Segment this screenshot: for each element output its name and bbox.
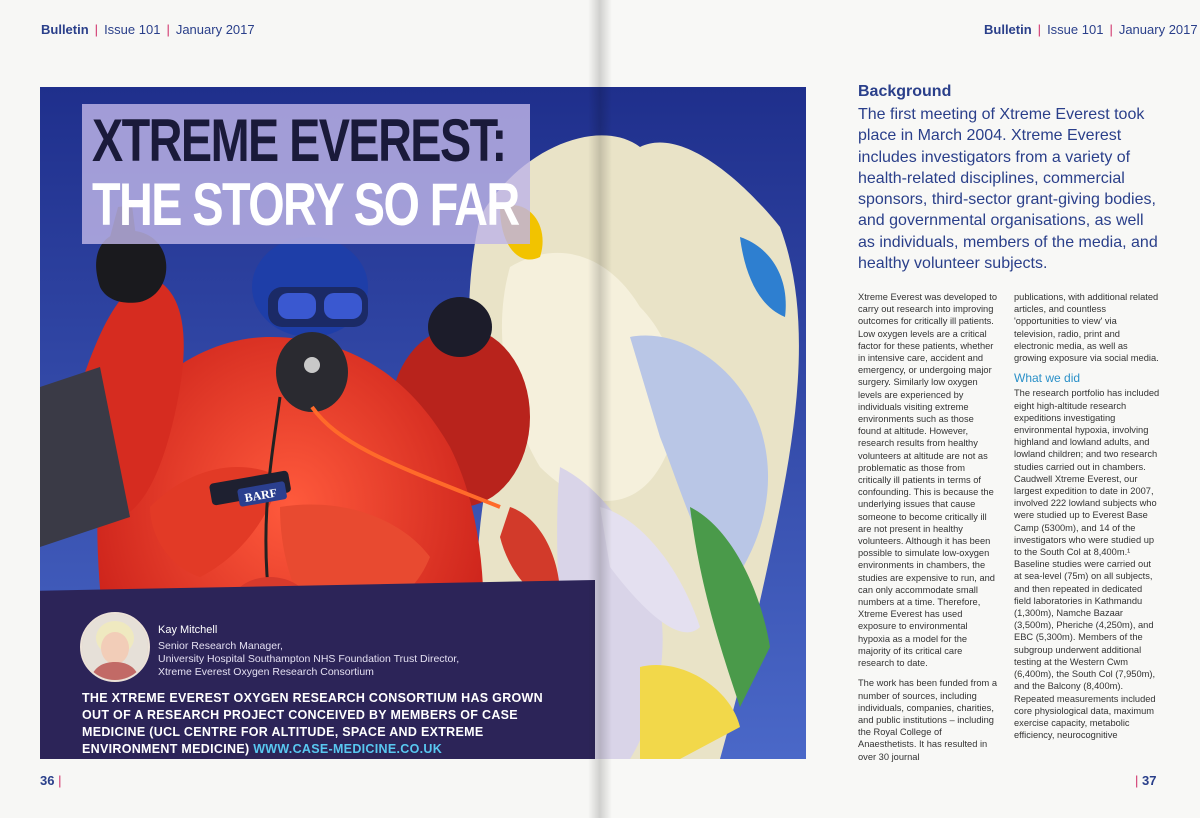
author-role-line-1: Senior Research Manager, — [158, 640, 283, 652]
body-paragraph: publications, with additional related articles, and countless 'opportunities to view' via television, radio, print and electronic media, as well as growing exposure via social media. — [1014, 292, 1159, 364]
running-header-right: Bulletin | Issue 101 | January 2017 — [984, 22, 1198, 37]
body-paragraph: Xtreme Everest was developed to carry out research into improving outcomes for critically ill patients. Low oxygen levels are a critical factor for these patients, whether in intensive care, accident and emergency, or undergoing major surgery. Similarly low oxygen levels are experienced by individuals visiting extreme environments such as those found at altitude. However, research results from healthy volunteers at altitude are not as problematic as those from critically ill patients in terms of confounding. This is because the underlying issues that cause someone to become critically ill are not present in healthy volunteers. Although it has been possible to simulate low-oxygen environments in chambers, the studies are expensive to run, and can only accommodate small numbers at a time. Therefore, Xtreme Everest has used exposure to environmental hypoxia as a model for the majority of its critical care research to date. — [858, 292, 998, 669]
body-column-1 — [858, 291, 998, 771]
standfirst-url-link[interactable]: WWW.CASE-MEDICINE.CO.UK — [253, 742, 443, 756]
body-paragraph: The work has been funded from a number of sources, including individuals, companies, charities, and public institutions – including the Royal College of Anaesthetists. It has resulted in over 30 journal — [858, 678, 998, 762]
page-number-right: | 37 — [1135, 773, 1157, 788]
issue-number: Issue 101 — [104, 22, 161, 37]
author-role-line-2: University Hospital Southampton NHS Foundation Trust Director, — [158, 653, 460, 665]
background-heading: Background — [858, 83, 952, 100]
publication-name: Bulletin — [41, 22, 89, 37]
suit-patch-text: BARF — [243, 485, 279, 505]
what-we-did-heading: What we did — [1014, 371, 1081, 386]
issue-date: January 2017 — [175, 22, 255, 37]
issue-date: January 2017 — [1118, 22, 1198, 37]
author-role-line-3: Xtreme Everest Oxygen Research Consortium — [158, 666, 374, 678]
body-paragraph: The research portfolio has included eight high-altitude research expeditions investigating environmental hypoxia, involving highland and lowland adults, and lowland children; and two research studies carried out in chambers. Caudwell Xtreme Everest, our largest expedition to date in 2007, involved 222 lowland subjects who were studied up to Everest Base Camp (5300m), and 14 of the investigators who were studied up to the South Col at 8,400m.¹ Baseline studies were carried out at sea-level (75m) on all subjects, and then repeated in dedicated field laboratories in Kathmandu (1,300m), Namche Bazaar (3,500m), Pheriche (4,250m), and EBC (5,300m). Members of the subgroup underwent additional testing at the Western Cwm (6,400m), the South Col (7,950m), and the Balcony (8,400m). Repeated measurements included core physiological data, maximum exercise capacity, metabolic efficiency, neurocognitive — [1014, 388, 1160, 741]
issue-number: Issue 101 — [1047, 22, 1104, 37]
running-header-left: Bulletin | Issue 101 | January 2017 — [41, 22, 255, 37]
standfirst: THE XTREME EVEREST OXYGEN RESEARCH CONSORTIUM HAS GROWN OUT OF A RESEARCH PROJECT CONCEIVED BY MEMBERS OF CASE MEDICINE (UCL CENTRE FOR ALTITUDE, SPACE AND EXTREME ENVIRONMENT MEDICINE) WWW.CASE-MEDICINE.CO.UK — [82, 691, 543, 756]
publication-name: Bulletin — [984, 22, 1032, 37]
body-column-2 — [1014, 291, 1160, 749]
headline-line-1: XTREME EVEREST: — [92, 107, 506, 174]
author-name: Kay Mitchell — [158, 624, 218, 636]
author-avatar — [80, 612, 150, 682]
page-number-left: 36 | — [40, 773, 62, 788]
headline-line-2: THE STORY SO FAR — [92, 171, 519, 238]
headline-box — [82, 104, 530, 244]
intro-paragraph: The first meeting of Xtreme Everest took place in March 2004. Xtreme Everest includes investigators from a variety of health-related disciplines, commercial sponsors, third-sector grant-giving bodies, and governmental organisations, as well as individuals, members of the media, and healthy volunteer subjects. — [858, 106, 1158, 273]
